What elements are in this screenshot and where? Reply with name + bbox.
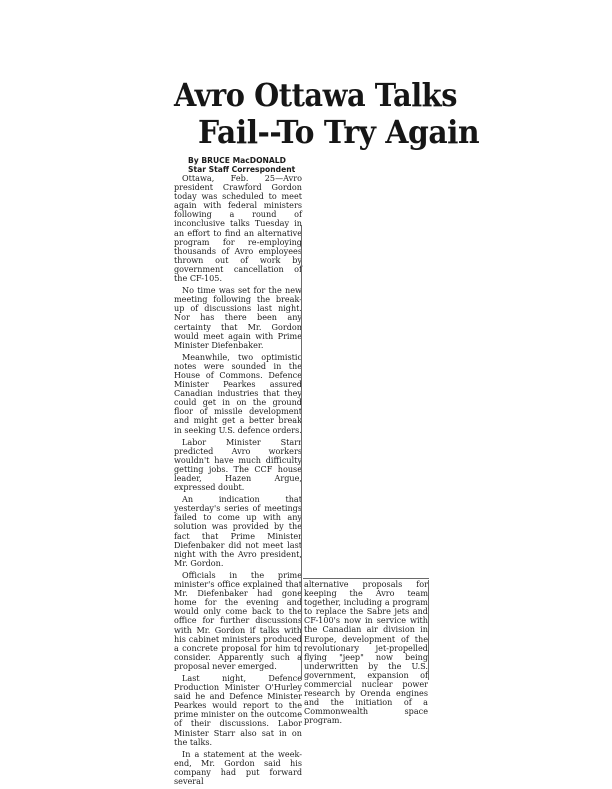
column-divider: [301, 225, 302, 680]
paragraph: An indication that yesterday's series of meetings failed to come up with any solution was provided by the fact that Prime Minister Diefenbaker did not meet last night with the Avro president, Mr. Gordon.: [174, 494, 302, 568]
paragraph: No time was set for the new meeting following the break-up of discussions last night. Nor has there been any certainty that Mr. Gordon would meet again with Prime Minister Diefenbaker.: [174, 285, 302, 350]
byline-role: Star Staff Correspondent: [188, 165, 296, 174]
article-column-left: [174, 174, 302, 789]
byline: [188, 156, 295, 174]
article-column-right: [304, 580, 428, 729]
paragraph: Labor Minister Starr predicted Avro workers wouldn't have much difficulty getting jobs. The CCF house leader, Hazen Argue, expressed doubt.: [174, 436, 302, 493]
paragraph: Officials in the prime minister's office explained that Mr. Diefenbaker had gone home for the evening and would only come back to the office for further discussions with Mr. Gordon if talks with his cabinet ministers produced a concrete proposal for him to consider. Apparently such a proposal never emerged.: [174, 569, 302, 671]
headline-line-1: Avro Ottawa Talks: [174, 76, 457, 114]
paragraph: Meanwhile, two optimistic notes were sounded in the House of Commons. Defence Minister Pearkes assured Canadian industries that they could get in on the ground floor of missile development and might get a better break in seeking U.S. defence orders.: [174, 351, 302, 435]
paragraph: Ottawa, Feb. 25—Avro president Crawford Gordon today was scheduled to meet again with federal ministers following a round of inconclusive talks Tuesday in an effort to find an alternative program for re-employing thousands of Avro employees thrown out of work by government cancellation of the CF-105.: [174, 173, 302, 284]
paragraph: In a statement at the week-end, Mr. Gordon said his company had put forward several: [174, 748, 302, 786]
paragraph: Last night, Defence Production Minister O'Hurley said he and Defence Minister Pearkes would report to the prime minister on the outcome of their discussions. Labor Minister Starr also sat in on the talks.: [174, 672, 302, 747]
headline-line-2: Fail--To Try Again: [198, 113, 480, 151]
byline-author: By BRUCE MacDONALD: [188, 156, 286, 165]
newspaper-clipping: [170, 70, 480, 786]
column-divider-right: [428, 580, 429, 680]
paragraph: alternative proposals for keeping the Avro team together, including a program to replace the Sabre jets and CF-100's now in service with the Canadian air division in Europe, development of the revolutionary jet-propelled flying "jeep" now being underwritten by the U.S. government, expansion of commercial nuclear power research by Orenda engines and the initiation of a Commonwealth space program.: [304, 579, 428, 726]
